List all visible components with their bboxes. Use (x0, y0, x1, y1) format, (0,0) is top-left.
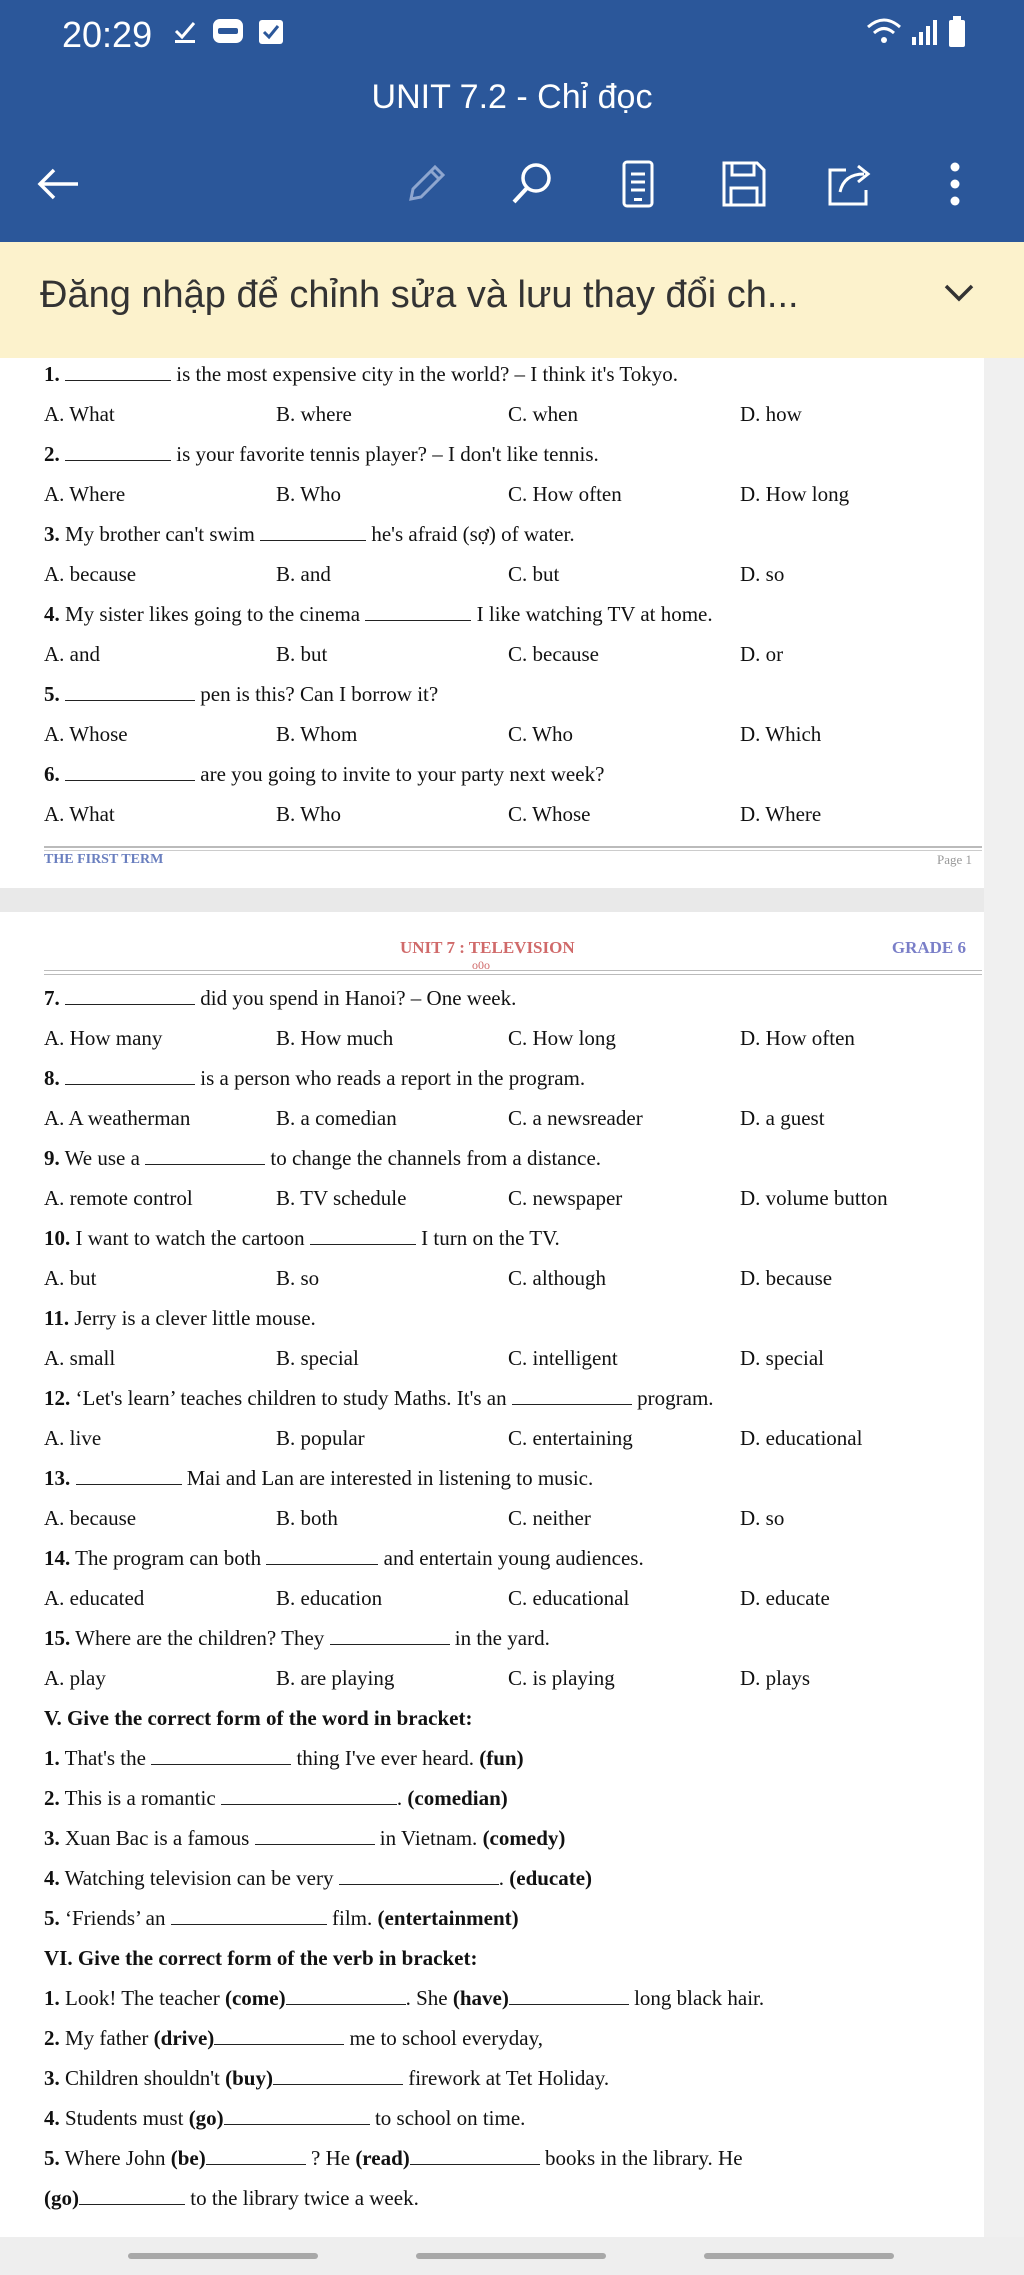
document-page-2 (0, 912, 984, 2237)
more-options-button[interactable] (940, 158, 970, 210)
word-form-item-3: 3. Xuan Bac is a famous in Vietnam. (comedy) (44, 1826, 566, 1850)
option: A. and (44, 642, 100, 666)
share-button[interactable] (822, 158, 878, 210)
option: A. remote control (44, 1186, 193, 1210)
signal-icon (910, 17, 940, 47)
option: A. play (44, 1666, 106, 1690)
option: B. and (276, 562, 331, 586)
chevron-down-icon (942, 282, 976, 304)
arrow-left-icon (34, 164, 82, 204)
option: A. A weatherman (44, 1106, 191, 1130)
question-4: 4. My sister likes going to the cinema I like watching TV at home. (44, 602, 713, 626)
question-10: 10. I want to watch the cartoon I turn on the TV. (44, 1226, 560, 1250)
option: C. a newsreader (508, 1106, 643, 1130)
document-title: UNIT 7.2 - Chỉ đọc (371, 78, 653, 116)
option: B. special (276, 1346, 359, 1370)
question-12: 12. ‘Let's learn’ teaches children to study Maths. It's an program. (44, 1386, 714, 1410)
question-11: 11. Jerry is a clever little mouse. (44, 1306, 316, 1330)
option: B. TV schedule (276, 1186, 407, 1210)
footer-page-number: Page 1 (936, 852, 972, 867)
save-icon (721, 160, 767, 208)
checkbox-icon (258, 19, 284, 45)
option: A. How many (44, 1026, 163, 1050)
option: C. newspaper (508, 1186, 623, 1210)
battery-icon (948, 16, 966, 48)
option: D. so (740, 562, 785, 586)
nav-recents-gesture[interactable] (704, 2253, 894, 2259)
section-vi-heading: VI. Give the correct form of the verb in bracket: (44, 1946, 478, 1970)
option: C. although (508, 1266, 606, 1290)
option: A. because (44, 562, 137, 586)
scroll-gutter[interactable] (984, 358, 1024, 2238)
pencil-icon (403, 161, 449, 207)
option: B. education (276, 1586, 383, 1610)
option: A. What (44, 402, 115, 426)
option: D. or (740, 642, 784, 666)
option: B. a comedian (276, 1106, 397, 1130)
nav-home-gesture[interactable] (416, 2253, 606, 2259)
status-system (866, 16, 966, 48)
question-6: 6. are you going to invite to your party next week? (44, 762, 605, 786)
option: C. is playing (508, 1666, 615, 1690)
option: B. Who (276, 482, 341, 506)
download-icon (172, 19, 198, 45)
banner-text: Đăng nhập để chỉnh sửa và lưu thay đổi ch... (40, 274, 799, 316)
option: B. where (276, 402, 352, 426)
option: A. What (44, 802, 115, 826)
document-page-1 (0, 358, 984, 888)
option: D. educate (740, 1586, 830, 1610)
question-13: 13. Mai and Lan are interested in listening to music. (44, 1466, 594, 1490)
system-nav-bar (0, 2237, 1024, 2275)
share-icon (824, 160, 876, 208)
option: A. small (44, 1346, 116, 1370)
header-divider (44, 970, 982, 975)
option: C. when (508, 402, 578, 426)
footer-divider (44, 846, 982, 851)
status-time: 20:29 (62, 14, 153, 55)
header-grade: GRADE 6 (891, 938, 966, 957)
option: B. but (276, 642, 328, 666)
option: C. but (508, 562, 560, 586)
option: B. Who (276, 802, 341, 826)
option: D. plays (740, 1666, 810, 1690)
option: B. popular (276, 1426, 365, 1450)
search-button[interactable] (504, 158, 560, 210)
option: A. live (44, 1426, 102, 1450)
mobile-view-button[interactable] (614, 158, 662, 210)
option: D. a guest (740, 1106, 825, 1130)
wifi-icon (866, 17, 902, 47)
verb-form-item-1: 1. Look! The teacher (come) . She (have) long black hair. (44, 1986, 765, 2010)
search-icon (508, 160, 556, 208)
option: C. How often (508, 482, 622, 506)
nav-back-gesture[interactable] (128, 2253, 318, 2259)
verb-form-item-3: 3. Children shouldn't (buy) firework at Tet Holiday. (44, 2066, 610, 2090)
option: D. educational (740, 1426, 863, 1450)
question-15: 15. Where are the children? They in the yard. (44, 1626, 550, 1650)
zalo-icon (212, 18, 244, 46)
option: A. Whose (44, 722, 128, 746)
edit-button[interactable] (400, 158, 452, 210)
option: A. but (44, 1266, 97, 1290)
question-7: 7. did you spend in Hanoi? – One week. (44, 986, 517, 1010)
option: D. Where (740, 802, 822, 826)
banner-expand-button[interactable] (942, 282, 976, 309)
app-bar (0, 0, 1024, 242)
footer-term: THE FIRST TERM (44, 852, 164, 867)
option: B. are playing (276, 1666, 395, 1690)
option: C. because (508, 642, 599, 666)
option: D. how (740, 402, 802, 426)
option: D. How often (740, 1026, 855, 1050)
save-button[interactable] (718, 158, 770, 210)
back-button[interactable] (30, 158, 86, 210)
option: B. so (276, 1266, 320, 1290)
mobile-view-icon (621, 160, 655, 208)
header-unit-title: UNIT 7 : TELEVISION (400, 938, 575, 957)
word-form-item-1: 1. That's the thing I've ever heard. (fun) (44, 1746, 524, 1770)
more-vertical-icon (949, 162, 961, 206)
question-2: 2. is your favorite tennis player? – I don't like tennis. (44, 442, 599, 466)
option: D. How long (740, 482, 850, 506)
option: C. educational (508, 1586, 630, 1610)
option: C. How long (508, 1026, 616, 1050)
option: C. intelligent (508, 1346, 618, 1370)
question-3: 3. My brother can't swim he's afraid (sợ) of water. (44, 522, 575, 546)
question-1: 1. is the most expensive city in the world? – I think it's Tokyo. (44, 362, 679, 386)
status-notifications (172, 18, 284, 46)
question-8: 8. is a person who reads a report in the program. (44, 1066, 586, 1090)
option: A. Where (44, 482, 126, 506)
verb-form-item-4: 4. Students must (go) to school on time. (44, 2106, 526, 2130)
option: D. Which (740, 722, 822, 746)
word-form-item-4: 4. Watching television can be very . (educate) (44, 1866, 593, 1890)
option: B. Whom (276, 722, 358, 746)
verb-form-item-2: 2. My father (drive) me to school everyday, (44, 2026, 543, 2050)
option: B. both (276, 1506, 338, 1530)
sign-in-banner[interactable] (0, 242, 1024, 358)
option: C. Whose (508, 802, 591, 826)
option: C. entertaining (508, 1426, 633, 1450)
header-ornament: o0o (472, 958, 490, 972)
word-form-item-2: 2. This is a romantic . (comedian) (44, 1786, 508, 1810)
word-form-item-5: 5. ‘Friends’ an film. (entertainment) (44, 1906, 519, 1930)
option: D. volume button (740, 1186, 888, 1210)
option: B. How much (276, 1026, 394, 1050)
section-v-heading: V. Give the correct form of the word in bracket: (44, 1706, 473, 1730)
option: D. so (740, 1506, 785, 1530)
verb-form-item-5: 5. Where John (be) ? He (read) books in the library. He (44, 2146, 743, 2170)
verb-form-item-5-continued: (go) to the library twice a week. (44, 2186, 419, 2210)
option: C. neither (508, 1506, 591, 1530)
option: D. special (740, 1346, 824, 1370)
option: D. because (740, 1266, 833, 1290)
option: C. Who (508, 722, 573, 746)
question-14: 14. The program can both and entertain young audiences. (44, 1546, 644, 1570)
question-9: 9. We use a to change the channels from a distance. (44, 1146, 602, 1170)
option: A. because (44, 1506, 137, 1530)
question-5: 5. pen is this? Can I borrow it? (44, 682, 439, 706)
option: A. educated (44, 1586, 145, 1610)
